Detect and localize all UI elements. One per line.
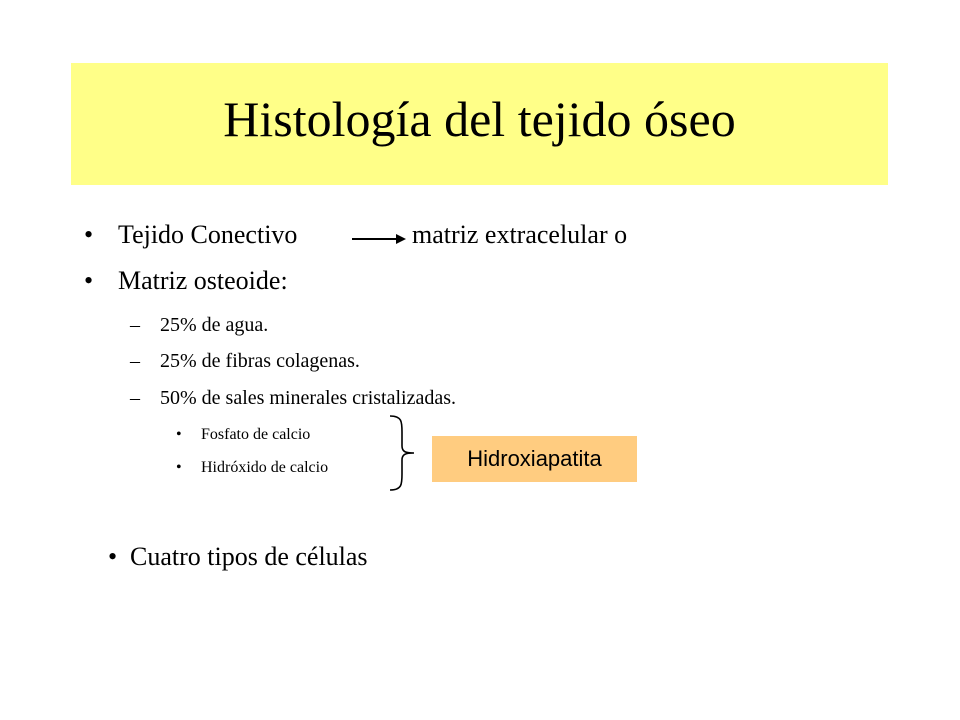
dash-icon: – — [130, 350, 140, 372]
bullet-icon: • — [176, 426, 182, 443]
bullet-icon: • — [84, 266, 94, 295]
slide-title: Histología del tejido óseo — [223, 91, 736, 147]
hidroxiapatita-label — [432, 436, 637, 482]
bullet-text-cuatro-tipos: Cuatro tipos de células — [130, 542, 368, 571]
bullet-text-matriz-osteoide: Matriz osteoide: — [118, 266, 288, 295]
sub-item-fibras: 25% de fibras colagenas. — [160, 350, 360, 372]
dash-icon: – — [130, 314, 140, 336]
right-brace-icon — [388, 414, 416, 492]
title-banner — [71, 63, 888, 185]
sub-item-agua: 25% de agua. — [160, 314, 269, 336]
bullet-text-matriz-extracelular: matriz extracelular o — [412, 220, 628, 249]
bullet-icon: • — [176, 459, 182, 476]
subsub-item-hidroxido: Hidróxido de calcio — [201, 459, 329, 476]
dash-icon: – — [130, 387, 140, 409]
subsub-item-fosfato: Fosfato de calcio — [201, 426, 311, 443]
arrow-right-icon — [352, 232, 406, 246]
bullet-text-tejido: Tejido Conectivo — [118, 220, 298, 249]
hidroxiapatita-text: Hidroxiapatita — [467, 446, 602, 471]
bullet-icon: • — [84, 220, 94, 249]
sub-item-sales: 50% de sales minerales cristalizadas. — [160, 387, 456, 409]
bullet-icon: • — [108, 542, 118, 571]
